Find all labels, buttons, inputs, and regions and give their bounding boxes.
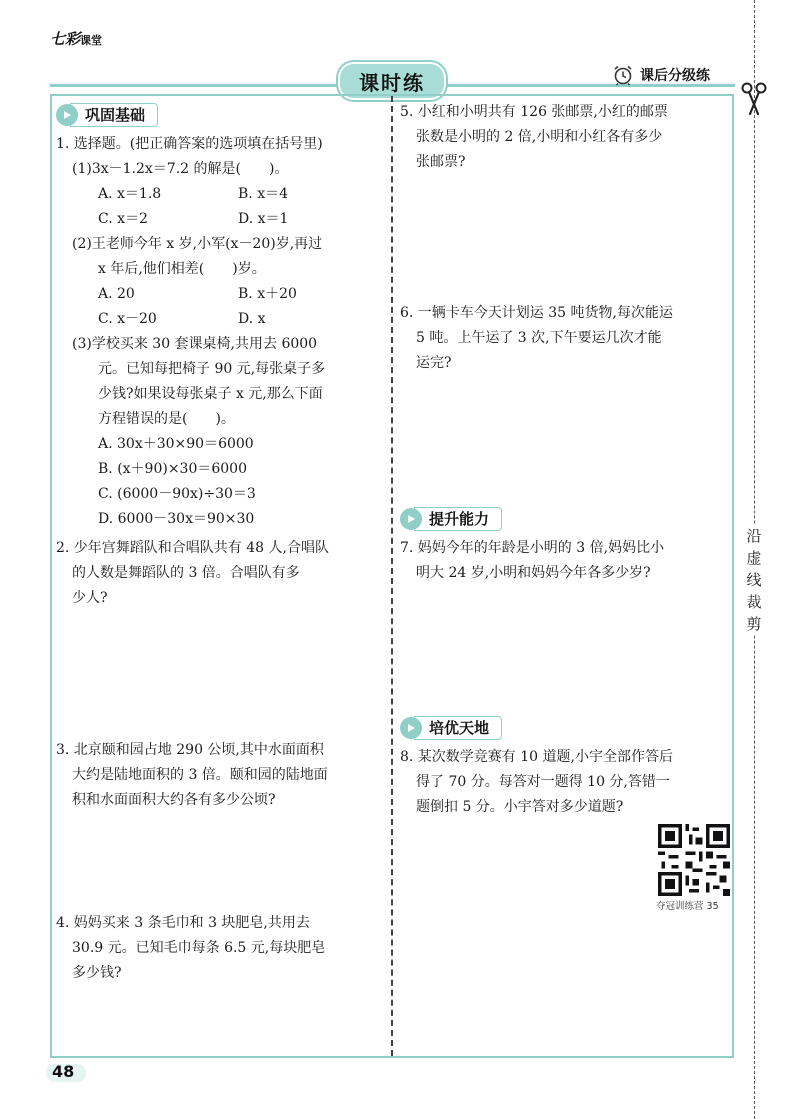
play-icon — [400, 508, 422, 530]
option-d: D. x — [238, 311, 266, 327]
cut-instruction — [739, 525, 769, 635]
question-line: 2. 少年宫舞蹈队和合唱队共有 48 人,合唱队 — [56, 540, 329, 556]
question-4 — [56, 911, 386, 986]
option-a: A. 20 — [98, 286, 135, 302]
options-row — [56, 182, 386, 207]
option-b: B. x＝4 — [238, 186, 288, 202]
cut-char: 线 — [746, 571, 762, 589]
question-1-3: (3)学校买来 30 套课桌椅,共用去 6000 — [72, 336, 318, 352]
question-1-3-cont: 元。已知每把椅子 90 元,每张桌子多 — [98, 361, 326, 377]
question-2 — [56, 536, 386, 611]
section-improve-label: 提升能力 — [414, 507, 502, 531]
level-label — [612, 64, 710, 86]
question-line: 4. 妈妈买来 3 条毛巾和 3 块肥皂,共用去 — [56, 915, 310, 931]
qr-code-icon — [658, 824, 730, 896]
section-basic — [56, 103, 158, 127]
question-1-3-cont: 少钱?如果设每张桌子 x 元,那么下面 — [98, 386, 323, 402]
question-6 — [400, 301, 730, 376]
alarm-clock-icon — [612, 64, 634, 86]
options-row — [56, 282, 386, 307]
option-d: D. x＝1 — [238, 211, 289, 227]
question-7 — [400, 536, 730, 586]
question-line: 得了 70 分。每答对一题得 10 分,答错一 — [416, 774, 670, 790]
play-icon — [56, 104, 78, 126]
cut-char: 沿 — [746, 527, 762, 545]
section-improve — [400, 507, 502, 531]
options-row — [56, 207, 386, 232]
cut-char: 裁 — [746, 593, 762, 611]
page-number: 48 — [52, 1062, 75, 1081]
question-line: 大约是陆地面积的 3 倍。颐和园的陆地面 — [72, 767, 328, 783]
section-excel — [400, 716, 502, 740]
cut-char: 虚 — [746, 549, 762, 567]
question-3 — [56, 738, 386, 813]
column-divider — [391, 96, 393, 1056]
brand-name: 七彩 — [50, 30, 81, 48]
cut-char: 剪 — [746, 615, 762, 633]
question-line: 8. 某次数学竞赛有 10 道题,小宇全部作答后 — [400, 749, 673, 765]
question-line: 明大 24 岁,小明和妈妈今年各多少岁? — [416, 565, 651, 581]
question-line: 张邮票? — [416, 154, 466, 170]
question-line: 题倒扣 5 分。小宇答对多少道题? — [416, 799, 624, 815]
page-title: 课时练 — [338, 62, 446, 100]
question-line: 6. 一辆卡车今天计划运 35 吨货物,每次能运 — [400, 305, 673, 321]
option-b: B. (x＋90)×30＝6000 — [98, 461, 247, 477]
option-a: A. x＝1.8 — [98, 186, 162, 202]
options-row — [56, 307, 386, 332]
question-8 — [400, 745, 730, 820]
question-line: 30.9 元。已知毛巾每条 6.5 元,每块肥皂 — [72, 940, 326, 956]
qr-caption: 夺冠训练营 35 — [656, 901, 719, 912]
question-line: 运完? — [416, 355, 452, 371]
section-basic-label: 巩固基础 — [70, 103, 158, 127]
question-1-2-cont: x 年后,他们相差( )岁。 — [98, 261, 266, 277]
brand-suffix: 课堂 — [80, 34, 103, 47]
play-icon — [400, 717, 422, 739]
question-line: 积和水面面积大约各有多少公顷? — [72, 792, 276, 808]
question-line: 5 吨。上午运了 3 次,下午要运几次才能 — [416, 330, 662, 346]
question-line: 3. 北京颐和园占地 290 公顷,其中水面面积 — [56, 742, 324, 758]
option-c: C. x＝2 — [98, 211, 148, 227]
question-5 — [400, 100, 730, 175]
question-line: 的人数是舞蹈队的 3 倍。合唱队有多 — [72, 565, 300, 581]
option-b: B. x＋20 — [238, 286, 297, 302]
question-1-3-cont: 方程错误的是( )。 — [98, 411, 235, 427]
question-line: 多少钱? — [72, 965, 122, 981]
question-line: 5. 小红和小明共有 126 张邮票,小红的邮票 — [400, 104, 668, 120]
question-1 — [56, 132, 386, 532]
level-text: 课后分级练 — [640, 68, 710, 84]
option-c: C. (6000－90x)÷30＝3 — [98, 486, 256, 502]
question-line: 7. 妈妈今年的年龄是小明的 3 倍,妈妈比小 — [400, 540, 665, 556]
section-excel-label: 培优天地 — [414, 716, 502, 740]
scissors-icon — [738, 82, 770, 116]
question-line: 少人? — [72, 590, 108, 606]
question-line: 张数是小明的 2 倍,小明和小红各有多少 — [416, 129, 663, 145]
option-d: D. 6000－30x＝90×30 — [98, 511, 255, 527]
option-c: C. x－20 — [98, 311, 157, 327]
brand-logo — [50, 28, 102, 49]
question-1-stem: 1. 选择题。(把正确答案的选项填在括号里) — [56, 136, 323, 152]
question-1-1: (1)3x－1.2x＝7.2 的解是( )。 — [72, 161, 289, 177]
question-1-2: (2)王老师今年 x 岁,小军(x－20)岁,再过 — [72, 236, 323, 252]
option-a: A. 30x＋30×90＝6000 — [98, 436, 254, 452]
